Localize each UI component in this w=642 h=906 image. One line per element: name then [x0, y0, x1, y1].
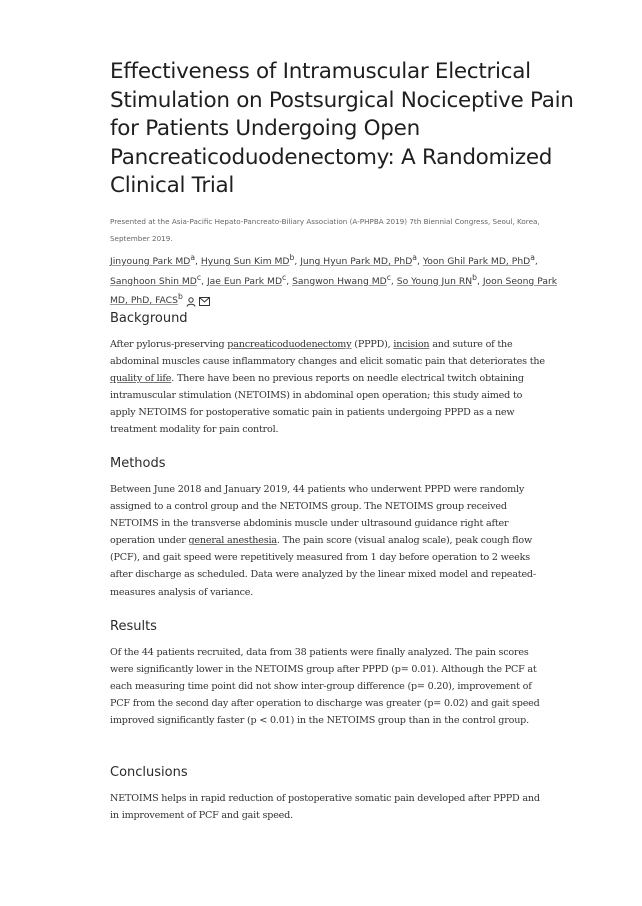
author-link[interactable]: Joon Seong Park MD, PhD, FACS: [110, 275, 558, 307]
background-section: [110, 310, 550, 439]
link-incision[interactable]: incision: [393, 339, 430, 350]
author-separator: ,: [286, 275, 293, 287]
author-link[interactable]: Hyung Sun Kim MD: [200, 256, 290, 268]
conclusions-heading: Conclusions: [110, 765, 188, 780]
author-link[interactable]: Sanghoon Shin MD: [110, 275, 197, 287]
affiliation-marker[interactable]: a: [530, 253, 535, 262]
link-quality-of-life[interactable]: quality of life: [110, 373, 172, 385]
affiliation-marker[interactable]: b: [472, 272, 477, 282]
affiliation-marker[interactable]: c: [386, 272, 391, 282]
text-span: and suture of the abdominal muscles cause inflammatory changes and elicit somatic pain that deteriorates the: [110, 339, 545, 368]
results-heading: Results: [110, 619, 157, 634]
conclusions-section: [110, 764, 550, 824]
text-span: (PPPD),: [351, 339, 394, 350]
results-text: Of the 44 patients recruited, data from 38 patients were finally analyzed. The pain scores were significantly lower in the NETOIMS group after PPPD (p= 0.01). Although the PCF at each measuring time point did not show inter-group difference (p= 0.20), improvement of PCF from the second day after operation to discharge was greater (p= 0.02) and gait speed improved significantly faster (p < 0.01) in the NETOIMS group than in the control group.: [110, 647, 540, 727]
author-separator: ,: [294, 256, 301, 268]
person-icon[interactable]: [186, 296, 196, 307]
author-separator: ,: [390, 275, 397, 287]
link-general-anesthesia[interactable]: general anesthesia: [188, 535, 277, 547]
presented-note: Presented at the Asia-Pacific Hepato-Pancreato-Biliary Association (A-PHPBA 2019) 7th Biennial Congress, Seoul, Korea, September 2019.: [110, 217, 540, 243]
background-heading: Background: [110, 311, 188, 326]
affiliation-marker[interactable]: a: [412, 253, 417, 262]
text-span: . There have been no previous reports on needle electrical twitch obtaining intramuscular stimulation (NETOIMS) in abdominal open operation; this study aimed to apply NETOIMS for postoperative somatic pain in patients undergoing PPPD as a new treatment modality for pain control.: [110, 373, 524, 436]
author-separator: ,: [534, 256, 538, 268]
author-link[interactable]: So Young Jun RN: [396, 275, 473, 287]
envelope-icon[interactable]: [199, 296, 210, 307]
article-title: Effectiveness of Intramuscular Electrical Stimulation on Postsurgical Nociceptive Pain for Patients Undergoing Open Pancreaticoduodenectomy: A Randomized Clinical Trial: [110, 59, 574, 198]
author-link[interactable]: Yoon Ghil Park MD, PhD: [422, 256, 531, 268]
affiliation-marker[interactable]: b: [177, 292, 183, 302]
author-link[interactable]: Sangwon Hwang MD: [292, 275, 387, 287]
methods-text: [110, 481, 550, 601]
author-link[interactable]: Jae Eun Park MD: [206, 275, 283, 287]
author-link[interactable]: Jung Hyun Park MD, PhD: [300, 256, 413, 268]
affiliation-marker[interactable]: a: [190, 253, 196, 262]
author-separator: ,: [201, 275, 207, 287]
link-pancreaticoduodenectomy[interactable]: pancreaticoduodenectomy: [227, 339, 352, 350]
affiliation-marker[interactable]: c: [196, 272, 202, 282]
conclusions-text: NETOIMS helps in rapid reduction of postoperative somatic pain developed after PPPD and in improvement of PCF and gait speed.: [110, 793, 540, 822]
author-link[interactable]: Jinyoung Park MD: [110, 256, 191, 268]
text-span: After pylorus-preserving: [110, 339, 228, 350]
author-separator: ,: [195, 256, 201, 268]
text-span: . The pain score (visual analog scale), peak cough flow (PCF), and gait speed were repetitively measured from 1 day before operation to 2 weeks after discharge as scheduled. Data were analyzed by the linear mixed model and repeated-measures analysis of variance.: [110, 535, 536, 598]
affiliation-marker[interactable]: c: [282, 272, 287, 282]
results-section: [110, 618, 550, 729]
methods-section: [110, 455, 550, 601]
author-list: [110, 250, 570, 310]
background-text: [110, 336, 550, 439]
methods-heading: Methods: [110, 456, 166, 471]
author-icons: [186, 294, 210, 310]
affiliation-marker[interactable]: b: [289, 253, 295, 262]
author-separator: ,: [476, 275, 483, 287]
author-separator: ,: [416, 256, 423, 268]
text-span: Between June 2018 and January 2019, 44 patients who underwent PPPD were randomly assigned to a control group and the NETOIMS group. The NETOIMS group received NETOIMS in the transverse abdominis muscle under ultrasound guidance right after operation under: [110, 484, 525, 547]
